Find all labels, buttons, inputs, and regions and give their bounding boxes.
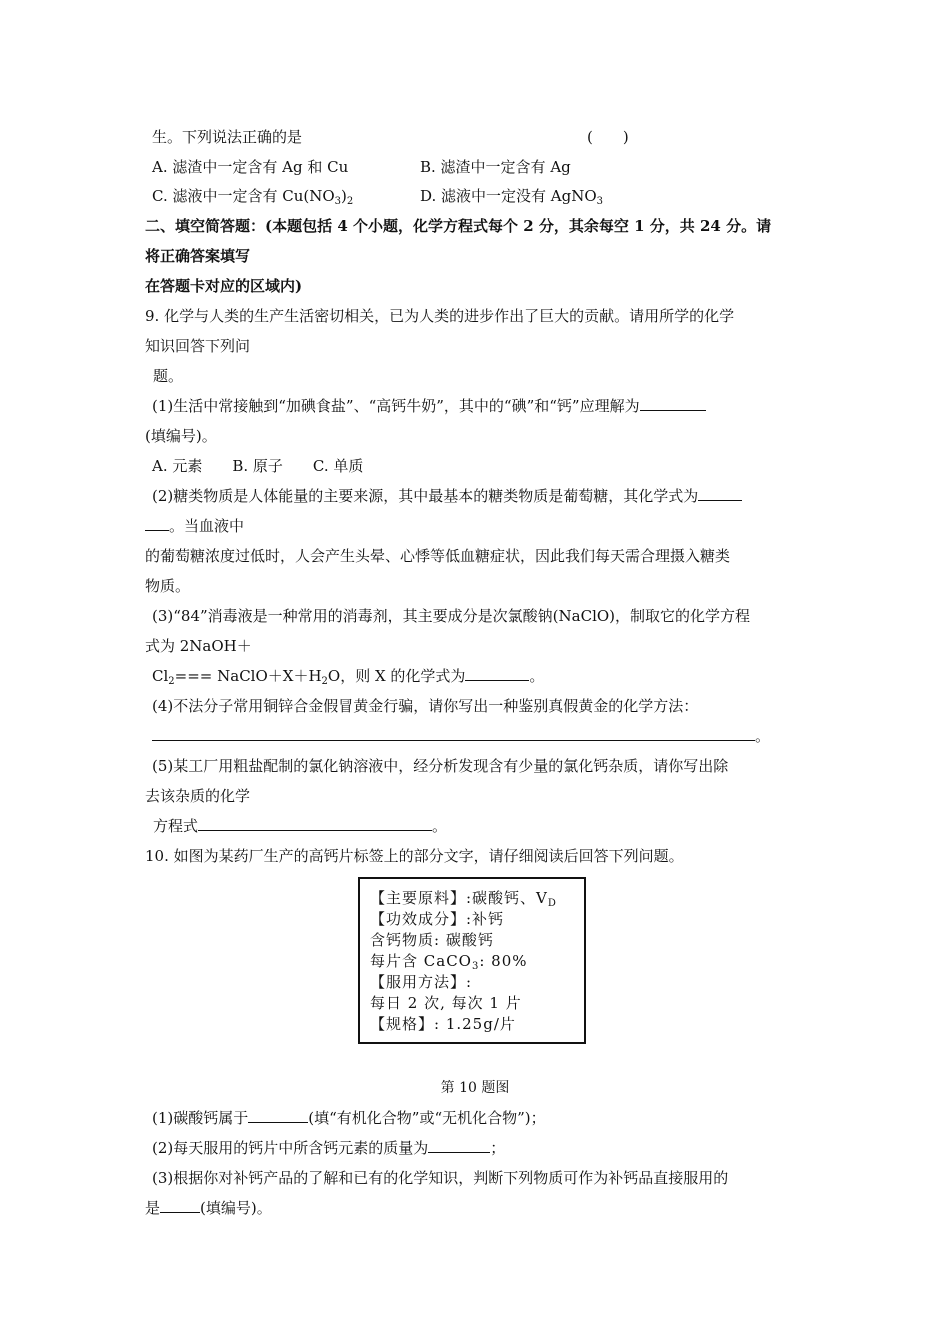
label-text: 含钙物质: 碳酸钙 bbox=[370, 931, 494, 949]
q9-part2-line2 bbox=[145, 516, 244, 536]
label-text: 【规格】: 1.25g/片 bbox=[370, 1015, 516, 1033]
q10-part1 bbox=[152, 1108, 546, 1128]
q9-part5-line3 bbox=[153, 816, 447, 836]
q8-stem-text: 生。下列说法正确的是 bbox=[152, 128, 303, 146]
punctuation: 。 bbox=[755, 727, 771, 745]
label-text: 每日 2 次, 每次 1 片 bbox=[370, 994, 522, 1012]
question-text: 式为 2NaOH＋ bbox=[145, 637, 252, 655]
question-text: 是 bbox=[145, 1199, 161, 1217]
section-heading-text: 二、填空简答题：(本题包括 4 个小题，化学方程式每个 2 分，其余每空 1 分，共 24 分。请 bbox=[145, 217, 772, 235]
subscript: 3 bbox=[596, 196, 604, 207]
answer-blank[interactable] bbox=[698, 486, 742, 501]
formula-text: === NaClO＋X＋H bbox=[174, 667, 322, 685]
formula-text: Cl bbox=[152, 667, 169, 685]
q8-paren bbox=[587, 127, 629, 147]
q9-part2-line4 bbox=[145, 576, 190, 596]
options-text: A. 元素 B. 原子 C. 单质 bbox=[152, 457, 364, 475]
question-text: (4)不法分子常用铜锌合金假冒黄金行骗，请你写出一种鉴别真假黄金的化学方法： bbox=[152, 697, 699, 715]
answer-blank[interactable] bbox=[160, 1198, 200, 1213]
section2-heading-line1 bbox=[145, 216, 771, 236]
label-usage-heading bbox=[370, 973, 472, 992]
label-text: 【服用方法】: bbox=[370, 973, 473, 991]
label-spec bbox=[370, 1015, 516, 1034]
question-text: 知识回答下列问 bbox=[145, 337, 251, 355]
question-text: 。当血液中 bbox=[169, 517, 245, 535]
answer-blank[interactable] bbox=[198, 816, 432, 831]
question-text: (5)某工厂用粗盐配制的氯化钠溶液中，经分析发现含有少量的氯化钙杂质，请你写出除 bbox=[152, 757, 729, 775]
section-heading-text: 在答题卡对应的区域内) bbox=[145, 277, 303, 295]
option-c-text: C. 滤液中一定含有 Cu(NO bbox=[152, 187, 335, 205]
subscript: 3 bbox=[471, 961, 480, 972]
label-text: : 80% bbox=[479, 952, 528, 970]
answer-blank[interactable] bbox=[248, 1108, 308, 1123]
question-text: 9. 化学与人类的生产生活密切相关，已为人类的进步作出了巨大的贡献。请用所学的化学 bbox=[145, 307, 735, 325]
label-text: 【主要原料】:碳酸钙、V bbox=[370, 889, 548, 907]
punctuation: 。 bbox=[529, 667, 545, 685]
q9-part2-line1 bbox=[152, 486, 742, 506]
label-text: 每片含 CaCO bbox=[370, 952, 472, 970]
question-text: (3)根据你对补钙产品的了解和已有的化学知识，判断下列物质可作为补钙品直接服用的 bbox=[152, 1169, 729, 1187]
question-text: (填编号)。 bbox=[145, 427, 217, 445]
q8-option-c bbox=[152, 186, 353, 206]
option-c-paren: ) bbox=[341, 187, 347, 205]
label-effect bbox=[370, 910, 504, 929]
calcium-tablet-label bbox=[358, 877, 586, 1044]
subscript: D bbox=[547, 898, 557, 909]
q9-part1-options bbox=[152, 456, 363, 476]
question-text: 题。 bbox=[153, 367, 184, 385]
subscript: 3 bbox=[334, 196, 342, 207]
q9-part2-line3 bbox=[145, 546, 730, 566]
q10-part2 bbox=[152, 1138, 505, 1158]
label-ingredients bbox=[370, 889, 557, 908]
answer-blank[interactable] bbox=[152, 726, 755, 741]
q9-part5-line2 bbox=[145, 786, 250, 806]
label-usage bbox=[370, 994, 522, 1013]
section-heading-text: 将正确答案填写 bbox=[145, 247, 251, 265]
label-text: 【功效成分】:补钙 bbox=[370, 910, 505, 928]
q9-part4-answer-line bbox=[152, 726, 770, 746]
question-text: 10. 如图为某药厂生产的高钙片标签上的部分文字，请仔细阅读后回答下列问题。 bbox=[145, 847, 684, 865]
section2-heading-line2 bbox=[145, 246, 250, 266]
q9-part4-line1 bbox=[152, 696, 698, 716]
q10-part3-line2 bbox=[145, 1198, 272, 1218]
question-text: (2)每天服用的钙片中所含钙元素的质量为 bbox=[152, 1139, 429, 1157]
answer-blank[interactable] bbox=[428, 1138, 490, 1153]
q8-option-d bbox=[420, 186, 603, 206]
q9-part3-line1 bbox=[152, 606, 750, 626]
subscript: 2 bbox=[346, 196, 354, 207]
question-text: 物质。 bbox=[145, 577, 191, 595]
subscript: 2 bbox=[321, 676, 328, 687]
q9-part1-line1 bbox=[152, 396, 706, 416]
question-text: 的葡萄糖浓度过低时，人会产生头晕、心悸等低血糖症状，因此我们每天需合理摄入糖类 bbox=[145, 547, 731, 565]
option-a-text: A. 滤渣中一定含有 Ag 和 Cu bbox=[152, 158, 349, 176]
answer-blank-continued[interactable] bbox=[145, 516, 169, 531]
question-text: (1)生活中常接触到“加碘食盐”、“高钙牛奶”，其中的“碘”和“钙”应理解为 bbox=[152, 397, 640, 415]
q10-part3-line1 bbox=[152, 1168, 728, 1188]
punctuation: ； bbox=[490, 1139, 506, 1157]
label-calcium-substance bbox=[370, 931, 494, 950]
question-text: (2)糖类物质是人体能量的主要来源，其中最基本的糖类物质是葡萄糖，其化学式为 bbox=[152, 487, 699, 505]
q9-intro-line3 bbox=[153, 366, 183, 386]
q8-stem bbox=[152, 127, 302, 147]
subscript: 2 bbox=[168, 676, 175, 687]
answer-blank[interactable] bbox=[465, 666, 529, 681]
question-text: 方程式 bbox=[153, 817, 199, 835]
punctuation: 。 bbox=[432, 817, 448, 835]
question-text: (填编号)。 bbox=[200, 1199, 272, 1217]
question-text: (3)“84”消毒液是一种常用的消毒剂，其主要成分是次氯酸钠(NaClO)，制取它的化学方程 bbox=[152, 607, 751, 625]
section2-heading-line3 bbox=[145, 276, 302, 296]
question-text: (填“有机化合物”或“无机化合物”)； bbox=[308, 1109, 546, 1127]
question-text: 去该杂质的化学 bbox=[145, 787, 251, 805]
q9-part1-line2 bbox=[145, 426, 217, 446]
question-text: (1)碳酸钙属于 bbox=[152, 1109, 249, 1127]
q9-intro-line1 bbox=[145, 306, 734, 326]
figure-caption bbox=[0, 1077, 950, 1097]
label-content bbox=[370, 952, 528, 971]
q10-intro bbox=[145, 846, 684, 866]
caption-text: 第 10 题图 bbox=[440, 1080, 510, 1096]
answer-blank[interactable] bbox=[640, 396, 706, 411]
q9-part5-line1 bbox=[152, 756, 728, 776]
answer-paren: ( ) bbox=[587, 128, 629, 146]
question-text: O，则 X 的化学式为 bbox=[327, 667, 466, 685]
q9-part3-line3 bbox=[152, 666, 544, 686]
option-d-text: D. 滤液中一定没有 AgNO bbox=[420, 187, 597, 205]
q8-option-a bbox=[152, 157, 348, 177]
q9-intro-line2 bbox=[145, 336, 250, 356]
q9-part3-line2 bbox=[145, 636, 252, 656]
option-b-text: B. 滤渣中一定含有 Ag bbox=[420, 158, 571, 176]
q8-option-b bbox=[420, 157, 571, 177]
